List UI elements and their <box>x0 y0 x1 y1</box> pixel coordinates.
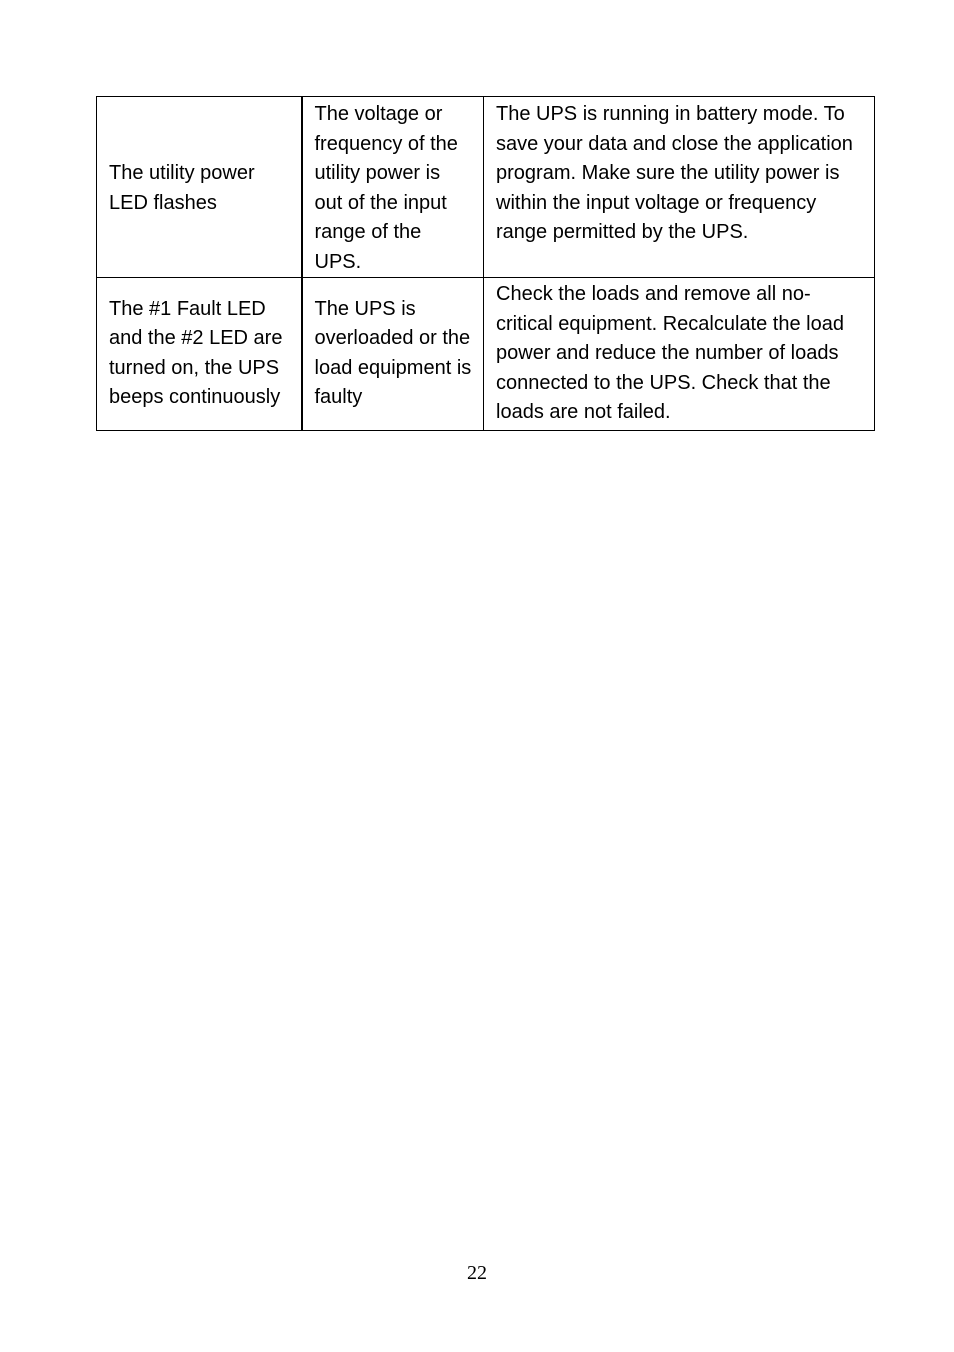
cause-cell: The voltage or frequency of the utility power is out of the input range of the UPS. <box>302 97 484 278</box>
table-row <box>97 97 875 278</box>
symptom-cell: The utility power LED flashes <box>97 97 302 278</box>
troubleshooting-table <box>96 96 875 431</box>
solution-cell: The UPS is running in battery mode. To save your data and close the application program. Make sure the utility power is within the input voltage or frequency range permitted by the UPS. <box>484 97 875 278</box>
page-number: 22 <box>467 1262 487 1284</box>
cause-cell: The UPS is overloaded or the load equipment is faulty <box>302 278 484 431</box>
table-row <box>97 278 875 431</box>
symptom-cell: The #1 Fault LED and the #2 LED are turned on, the UPS beeps continuously <box>97 278 302 431</box>
solution-cell: Check the loads and remove all no-critical equipment. Recalculate the load power and reduce the number of loads connected to the UPS. Check that the loads are not failed. <box>484 278 875 431</box>
